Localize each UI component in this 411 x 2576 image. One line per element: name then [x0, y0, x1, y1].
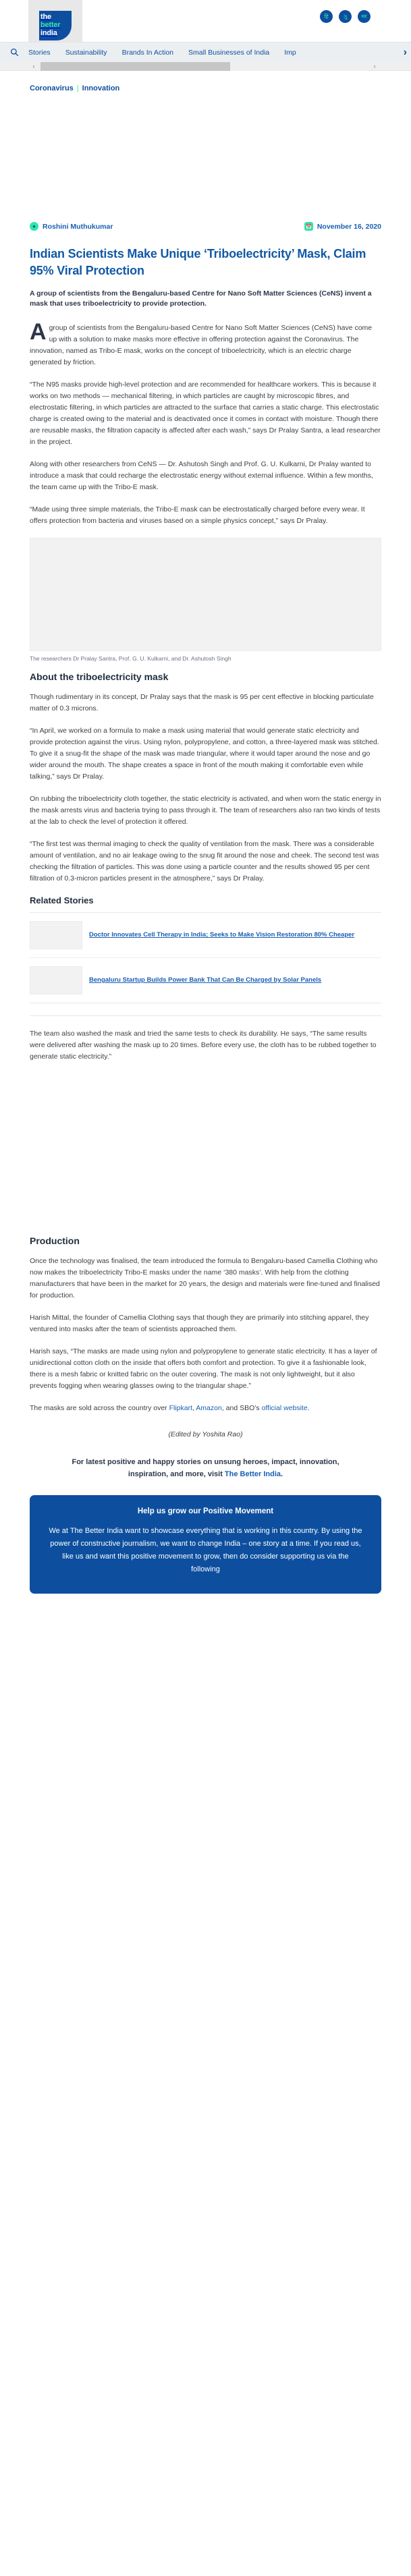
author-block[interactable] — [30, 222, 113, 231]
related-story-item[interactable] — [30, 957, 381, 1003]
site-logo[interactable] — [39, 11, 72, 40]
article-paragraph: Along with other researchers from CeNS — Dr. Ashutosh Singh and Prof. G. U. Kulkarni, Dr Pralay wanted to introduce a mask that could recharge the electrostatic energy without external influence. Within a few months, the team came up with the Tribo-E mask. — [30, 460, 373, 491]
related-stories — [30, 895, 381, 1003]
article-paragraph: Harish says, “The masks are made using nylon and polypropylene to generate static electricity. It has a layer of unidirectional cotton cloth on the inside that offers both comfort and protection. To give it a fashionable look, there is a mesh fabric or knitted fabric on the outer covering. The mask is not only lightweight, but it also prevents fogging when wearing glasses owing to the triangular shape.” — [30, 1347, 377, 1390]
hero-image — [30, 92, 381, 218]
divider — [30, 1015, 381, 1016]
figure-caption: The researchers Dr Pralay Santra, Prof. G. U. Kulkarni, and Dr. Ashutosh Singh — [30, 655, 231, 662]
figure-image — [30, 538, 381, 651]
availability-suffix: . — [307, 1404, 310, 1412]
article-paragraph: Harish Mittal, the founder of Camellia Clothing says that though they are primarily into stitching apparel, they ventured into masks after the team of scientists approached them. — [30, 1314, 369, 1333]
section-heading-about: About the triboelectricity mask — [30, 671, 169, 682]
article-paragraph: The team also washed the mask and tried the same tests to check its durability. He says, “The same results were delivered after washing the mask up to 20 times. Before every use, the cloth has to be rubbed together to generate static electricity.” — [30, 1030, 377, 1061]
logo-line-better: better — [40, 21, 61, 29]
section-heading-production: Production — [30, 1235, 80, 1246]
site-header — [0, 0, 411, 42]
edited-by: (Edited by Yoshita Rao) — [168, 1430, 243, 1438]
related-story-thumbnail — [30, 921, 82, 949]
promo-line-1: For latest positive and happy stories on unsung heroes, impact, innovation, — [72, 1458, 339, 1466]
availability-sep-2: , and SBO’s — [221, 1404, 262, 1412]
article-paragraph: Once the technology was finalised, the team introduced the formula to Bengaluru-based Camellia Clothing who now makes the triboelectricity Tribo-E masks under the name ‘380 masks’. With help from the clothing manufacturers that have been in the market for 20 years, the design and materials were fine-tuned and finalised for production. — [30, 1257, 380, 1299]
search-icon[interactable] — [0, 48, 28, 57]
related-story-thumbnail — [30, 966, 82, 995]
horizontal-scrollbar[interactable] — [0, 62, 411, 71]
hindi-language-button[interactable]: हि — [320, 10, 333, 23]
related-story-link[interactable]: Bengaluru Startup Builds Power Bank That Can Be Charged by Solar Panels — [89, 976, 322, 984]
breadcrumb-coronavirus[interactable]: Coronavirus — [30, 84, 74, 92]
nav-item-small-businesses[interactable]: Small Businesses of India — [188, 48, 270, 57]
page-title: Indian Scientists Make Unique ‘Triboelectricity’ Mask, Claim 95% Viral Protection — [30, 247, 366, 277]
article-standfirst: A group of scientists from the Bengaluru-based Centre for Nano Soft Matter Sciences (CeNS) invent a mask that uses triboelectricity to provide protection. — [30, 289, 372, 308]
main-navigation — [0, 42, 411, 62]
promo-line-2-post: . — [281, 1470, 283, 1478]
article-paragraph: On rubbing the triboelectricity cloth together, the static electricity is activated, and when worn the static energy in the mask arrests virus and bacteria trying to pass through it. The team of researchers also ran two kinds of tests at the lab to check the level of protection it offered. — [30, 795, 381, 826]
calendar-icon: 📅 — [304, 222, 313, 231]
article-paragraph: “The first test was thermal imaging to check the quality of ventilation from the mask. There was a considerable amount of ventilation, and no air leakage owing to the snug fit around the nose and cheek. The second test was checking the filtration of particles. This was done using a particle counter and the results showed 95 per cent filtration of 0.3-micron particles present in the atmosphere,” says Dr Pralay. — [30, 840, 379, 883]
site-promo — [30, 1456, 381, 1480]
article-paragraph: Though rudimentary in its concept, Dr Pralay says that the mask is 95 per cent effective in blocking particulate matter of 0.3 microns. — [30, 693, 374, 712]
support-cta-banner — [30, 1495, 381, 1594]
logo-line-the: the — [40, 13, 51, 21]
author-avatar-icon: ● — [30, 222, 38, 231]
production-image — [30, 1073, 381, 1229]
amazon-link[interactable]: Amazon — [196, 1404, 222, 1412]
article-paragraph: “In April, we worked on a formula to make a mask using material that would generate static electricity and provide protection against the virus. Using nylon, polypropylene, and cotton, a three-layered mask was stitched. To give it a snug-fit the shape of the mask was made triangular, where it would taper around the nose and go wider around the mouth. The shape creates a space in front of the mouth making it comfortable even while talking,” says Dr Pralay. — [30, 727, 379, 781]
official-website-link[interactable]: official website — [261, 1404, 308, 1412]
date-block — [304, 222, 381, 231]
breadcrumb-separator: | — [76, 84, 79, 92]
publish-date: November 16, 2020 — [317, 222, 381, 231]
flipkart-link[interactable]: Flipkart — [169, 1404, 193, 1412]
cta-body: We at The Better India want to showcase everything that is working in this country. By using the power of constructive journalism, we want to change India – one story at a time. If you read us, like us and want this positive movement to grow, then do consider supporting us via the following — [49, 1527, 362, 1573]
article-paragraph: Agroup of scientists from the Bengaluru-based Centre for Nano Soft Matter Sciences (CeNS) have come up with a solution to make masks more effective in offering protection against the Coronavirus. The innovation, named as Tribo-E mask, works on the concept of triboelectricity, which is an electric charge generated by friction. — [30, 319, 373, 366]
scroll-left-arrow[interactable]: ‹ — [32, 63, 35, 69]
article-figure — [30, 538, 381, 662]
cta-heading: Help us grow our Positive Movement — [137, 1507, 274, 1515]
scroll-right-arrow[interactable]: › — [373, 63, 376, 69]
logo-line-india: india — [40, 29, 57, 37]
nav-item-brands-in-action[interactable]: Brands In Action — [121, 48, 174, 57]
scrollbar-thumb[interactable] — [40, 62, 230, 71]
nav-item-sustainability[interactable]: Sustainability — [65, 48, 107, 57]
gujarati-language-button[interactable]: ગુ — [339, 10, 352, 23]
related-story-link[interactable]: Doctor Innovates Cell Therapy in India; Seeks to Make Vision Restoration 80% Cheaper — [89, 931, 355, 939]
the-better-india-link[interactable]: The Better India — [224, 1470, 281, 1478]
article-paragraph: “Made using three simple materials, the Tribo-E mask can be electrostatically charged before every wear. It offers protection from bacteria and viruses based on a simple physics concept,” says Dr Pralay. — [30, 505, 365, 525]
availability-prefix: The masks are sold across the country over — [30, 1404, 169, 1412]
breadcrumb — [30, 84, 381, 92]
availability-paragraph — [30, 1403, 381, 1414]
nav-item-stories[interactable]: Stories — [28, 48, 51, 57]
promo-line-2-pre: inspiration, and more, visit — [128, 1470, 225, 1478]
nav-item-list — [28, 49, 411, 57]
article-container — [0, 84, 411, 1594]
availability-sep-1: , — [192, 1404, 196, 1412]
author-name[interactable]: Roshini Muthukumar — [43, 222, 113, 231]
article-paragraph: “The N95 masks provide high-level protection and are recommended for healthcare workers. This is because it works on two methods — mechanical filtering, in which particles are caught by microscopic fibres, and electrostatic filtering, in which particles are attracted to the surface that carries a static charge. This electrostatic charge is created owing to the material and is deactivated once it comes in contact with moisture. Though there are reusable masks, the filtration capacity is affected after each wash,” says Dr Pralay Santra, a lead researcher in the project. — [30, 381, 381, 446]
breadcrumb-innovation[interactable]: Innovation — [82, 84, 120, 92]
article-byline — [30, 222, 381, 231]
language-switcher — [320, 10, 371, 23]
marathi-language-button[interactable]: मर — [358, 10, 371, 23]
related-story-item[interactable] — [30, 913, 381, 957]
related-stories-heading: Related Stories — [30, 895, 94, 905]
nav-item-impact[interactable]: Imp — [284, 48, 296, 57]
related-stories-list — [30, 912, 381, 1003]
chevron-right-icon[interactable]: › — [403, 47, 407, 58]
scrollbar-track[interactable] — [40, 62, 368, 71]
